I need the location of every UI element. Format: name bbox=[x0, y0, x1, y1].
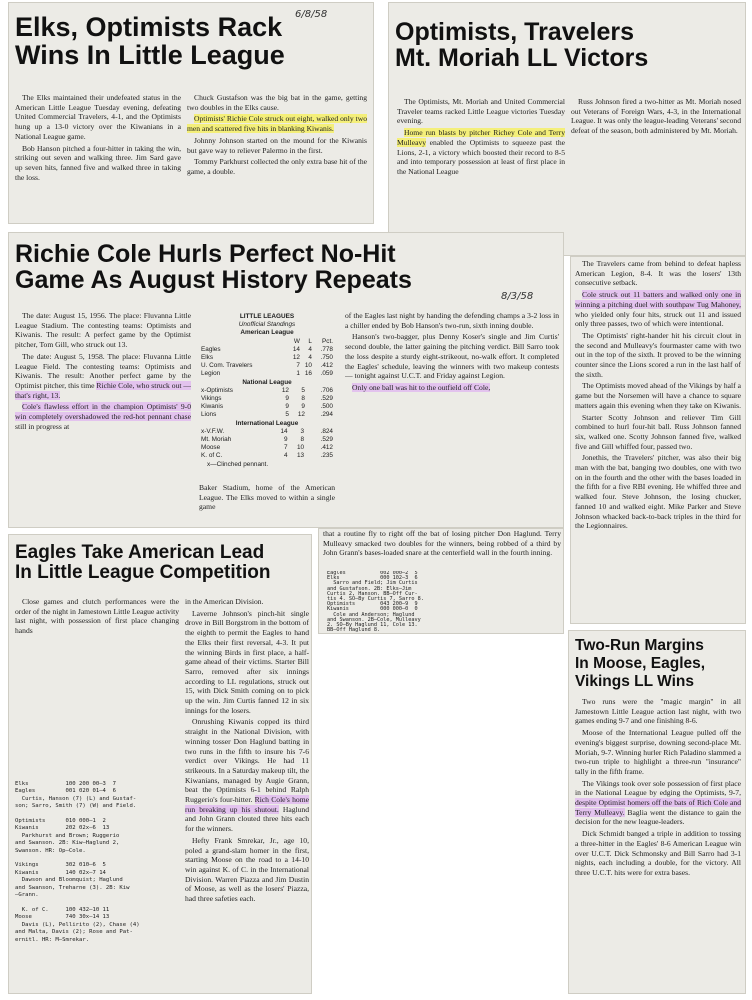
highlighted-text: Rich Cole's home run breaking up his shutout. bbox=[185, 795, 309, 814]
paragraph bbox=[575, 290, 741, 329]
highlighted-text: Home run blasts by pitcher Richey Cole and Terry Mulleavy bbox=[397, 128, 565, 147]
paragraph bbox=[575, 779, 741, 828]
headline-line-2: Game As August History Repeats bbox=[15, 266, 412, 295]
standings-subtitle: Unofficial Standings bbox=[238, 321, 296, 329]
pct: .059 bbox=[320, 370, 333, 378]
column-middle bbox=[199, 483, 335, 523]
highlighted-text: Richie Cole, who struck out — that's right, 13. bbox=[15, 380, 191, 400]
clipping-richie-cole-perfect bbox=[8, 232, 564, 528]
losses: 8 bbox=[300, 436, 305, 444]
column bbox=[575, 697, 741, 991]
clipping-two-run-margins bbox=[568, 630, 746, 994]
wins: 1 bbox=[296, 370, 300, 378]
standings-league-national: National League bbox=[242, 378, 292, 386]
headline-line-2: Mt. Moriah LL Victors bbox=[395, 44, 649, 73]
column-left bbox=[15, 93, 181, 223]
table-row bbox=[201, 411, 333, 419]
paragraph: Bob Hanson pitched a four-hitter in taking the win, striking out seven and walking three. Jim Sard gave up seven hits, fanned five and walked three in taking the loss. bbox=[15, 143, 181, 182]
headline-line-2: In Little League Competition bbox=[15, 561, 271, 583]
losses: 9 bbox=[301, 403, 305, 411]
losses: 13 bbox=[296, 452, 305, 460]
wins: 12 bbox=[292, 354, 300, 362]
team: Eagles bbox=[201, 345, 221, 353]
table-row bbox=[201, 370, 333, 378]
paragraph bbox=[15, 352, 191, 401]
team: Moose bbox=[201, 444, 221, 452]
headline-line-3: Vikings LL Wins bbox=[575, 673, 695, 690]
paragraph-text: enabled the Optimists to squeeze past the Lions, 2-1, a victory which boosted their record to 8-5 and into temporary possession at least of first place in the National League bbox=[397, 137, 565, 176]
headline-line-1: Optimists, Travelers bbox=[395, 18, 635, 46]
headline-line-1: Richie Cole Hurls Perfect No-Hit bbox=[15, 240, 396, 268]
losses: 3 bbox=[300, 427, 305, 435]
paragraph bbox=[185, 717, 309, 833]
losses: 4 bbox=[308, 345, 312, 353]
highlighted-text: Cole struck out 11 batters and walked only one in winning a pitching duel with southpaw Tug Mahoney, bbox=[575, 290, 741, 309]
paragraph: Baker Stadium, home of the American League. The Elks moved to within a single game bbox=[199, 483, 335, 512]
paragraph bbox=[397, 128, 565, 177]
headline bbox=[15, 13, 285, 70]
headline-line-2: Wins In Little League bbox=[15, 40, 285, 71]
column-right bbox=[187, 93, 367, 223]
highlighted-text: Only one ball was hit to the outfield off Cole, bbox=[352, 382, 491, 392]
standings-title: LITTLE LEAGUES bbox=[239, 313, 295, 320]
headline bbox=[15, 543, 270, 583]
losses: 12 bbox=[297, 411, 305, 419]
paragraph: that a routine fly to right off the bat of losing pitcher Don Haglund. Terry Mulleavy smacked two doubles for the winners, being robbed of a third by John Grann's bases-loaded snare at the centerfield wall in the fourth inning. bbox=[323, 529, 561, 558]
standings-table bbox=[201, 313, 333, 469]
losses: 10 bbox=[304, 362, 312, 370]
standings-american bbox=[201, 338, 333, 379]
column-left bbox=[15, 597, 179, 641]
pct: .529 bbox=[320, 395, 333, 403]
paragraph: Hanson's two-bagger, plus Denny Koser's single and Jim Curtis' second double, the latter gaining the pitching verdict. Bill Sarro took the loss despite a sturdy eight-strikeout, no-walk effort. It completed the Eagles' schedule, leaving the winners with two makeup contests — tonight against U.C.T. and Friday against Legion. bbox=[345, 332, 559, 381]
wins: 9 bbox=[284, 436, 288, 444]
pct: .412 bbox=[320, 444, 333, 452]
table-row bbox=[201, 436, 333, 444]
col-header: W bbox=[293, 337, 300, 345]
team: x-V.F.W. bbox=[201, 427, 225, 435]
headline-line-1: Two-Run Margins bbox=[575, 637, 704, 654]
paragraph: Tommy Parkhurst collected the only extra base hit of the game, a double. bbox=[187, 157, 367, 176]
clipping-eagles-american-lead bbox=[8, 534, 312, 994]
losses: 8 bbox=[301, 395, 305, 403]
wins: 14 bbox=[292, 345, 300, 353]
table-row bbox=[201, 403, 333, 411]
column-right bbox=[571, 97, 741, 255]
paragraph-text: The Vikings took over sole possession of first place in the National League by edging the Optimists, 9-7, bbox=[575, 778, 741, 798]
team: Vikings bbox=[201, 395, 222, 403]
paragraph: Jonethis, the Travelers' pitcher, was also their big man with the bat, banging two doubles, one with two on in the fourth and the other with the bases loaded in the fifth for a five RBI evening. He whiffed three and walked four. Steve Johnson, the losing chucker, fanned 10 and walked eight. Mike Parker and Steve Johnson whacked back-to-back triples in the third for the Legionnaires. bbox=[575, 453, 741, 531]
pct: .529 bbox=[320, 436, 333, 444]
highlighted-text: Optimists' Richie Cole struck out eight, walked only two men and scattered five hits in blanking Kiwanis. bbox=[187, 114, 367, 134]
table-row bbox=[201, 395, 333, 403]
clipping-optimists-travelers bbox=[388, 2, 746, 256]
team: Legion bbox=[201, 370, 221, 378]
table-row bbox=[201, 354, 333, 362]
clipping-richie-cole-continued bbox=[318, 528, 564, 634]
standings-league-american: American League bbox=[240, 329, 294, 337]
team: x-Optimists bbox=[201, 386, 233, 394]
paragraph: Two runs were the "magic margin" in all Jamestown Little League action last night, with two games ending 9-7 and one finishing 8-6. bbox=[575, 697, 741, 726]
column-right bbox=[185, 597, 309, 991]
column-left bbox=[15, 311, 191, 523]
column-continued bbox=[323, 529, 561, 571]
paragraph-text: still in progress at bbox=[15, 421, 70, 431]
paragraph: The Elks maintained their undefeated status in the American Little League Tuesday evening, defeating United Commercial Travelers, 4-1, and the Optimists hung up a 13-0 victory over the Kiwanians in a National League game. bbox=[15, 93, 181, 141]
team: Kiwanis bbox=[201, 403, 224, 411]
pct: .778 bbox=[320, 345, 333, 353]
table-row bbox=[201, 346, 333, 354]
highlighted-text: Cole's flawless effort in the champion Optimists' 9-0 win completely overshadowed the red-hot pennant chase bbox=[15, 402, 191, 422]
paragraph: The date: August 15, 1956. The place: Fluvanna Little League Stadium. The contesting teams: Optimists and Kiwanis. The result: A perfect game by the Optimist pitcher, Tom Gill, who struck out 13. bbox=[15, 311, 191, 350]
table-row bbox=[201, 362, 333, 370]
paragraph-text: who yielded only four hits, struck out 11 and issued only three passes, two of which were intentional. bbox=[575, 309, 741, 329]
box-score: Elks 100 200 00—3 7 Eagles 001 020 01—4 6 Curtis, Hanson (7) (L) and Gustaf- son; Sarro, Smith (7) (W) and Field. Optimists 010 000—1 2 Kiwanis 202 02x—6 13 Parkhurst and Brown; Ruggerio and Swanson. 2B: Kiw—Haglund 2, Swanson. HR: Op—Cole. Vikings 302 010—6 5 Kiwanis 140 02x—7 14 Dawson and Bloomquist; Haglund and Swanson, Treharne (3). 2B: Kiw —Grann. K. of C. 100 432—10 11 Moose 740 30x—14 13 Davis (L), Pellirito (2), Chase (4) and Malta, Davis (2); Rose and Pat- ernitl. HR: M—Smrekar. bbox=[15, 781, 140, 943]
wins: 7 bbox=[296, 362, 300, 370]
paragraph: The Travelers came from behind to defeat hapless American Legion, 8-4. It was the losers' 13th consecutive setback. bbox=[575, 259, 741, 288]
clipping-elks-optimists bbox=[8, 2, 374, 224]
paragraph bbox=[345, 383, 559, 393]
highlighted-text: despite Optimist homers off the bats of Rich Cole and Terry Mulleavy. bbox=[575, 798, 741, 817]
clipping-date: 8/3/58 bbox=[501, 291, 534, 302]
clipping-date: 6/8/58 bbox=[295, 9, 328, 20]
team: Lions bbox=[201, 411, 217, 419]
standings-national bbox=[201, 387, 333, 420]
wins: 9 bbox=[285, 403, 289, 411]
paragraph bbox=[187, 114, 367, 133]
standings-international bbox=[201, 428, 333, 461]
standings-league-international: International League bbox=[235, 419, 299, 427]
pct: .706 bbox=[320, 386, 333, 394]
wins: 12 bbox=[281, 386, 289, 394]
paragraph: Starter Scotty Johnson and reliever Tim Gill combined to hurl four-hit ball. Russ Johnson fanned six, walked one. Scotty Johnson fanned five, walked five and Gill whiffed four, passed two. bbox=[575, 412, 741, 451]
paragraph: Johnny Johnson started on the mound for the Kiwanis but gave way to reliever Palermo in the first. bbox=[187, 135, 367, 155]
standings-note: x—Clinched pennant. bbox=[207, 460, 269, 468]
losses: 5 bbox=[301, 386, 305, 394]
team: U. Com. Travelers bbox=[201, 362, 253, 370]
wins: 14 bbox=[280, 427, 288, 435]
table-row bbox=[201, 387, 333, 395]
paragraph: Moose of the International League pulled off the evening's biggest surprise, downing second-place Mt. Moriah, 9-7. Winning hurler Rich Paladino slammed a two-run triple to highlight a three-run "insurance" tally in the fifth frame. bbox=[575, 728, 741, 776]
headline-line-2: In Moose, Eagles, bbox=[575, 655, 706, 672]
paragraph: Russ Johnson fired a two-hitter as Mt. Moriah nosed out Veterans of Foreign Wars, 4-3, in the International League. It was only the league-leading Veterans' second defeat of the season, both administered by Mt. Moriah. bbox=[571, 97, 741, 136]
column-right bbox=[345, 311, 559, 431]
paragraph-text: The date: August 5, 1958. The place: Fluvanna Little League Field. The contesting teams: Optimists and Kiwanis. The result: Another perfect game by the Optimist pitcher, this time bbox=[15, 351, 191, 390]
losses: 10 bbox=[296, 444, 305, 452]
pct: .824 bbox=[320, 427, 333, 435]
paragraph: in the American Division. bbox=[185, 597, 264, 606]
box-score: Eagles 002 000—2 5 Elks 000 102—3 6 Sarro and Field; Jim Curtis and Gustafson. 2B: Elks—Jim Curtis 2, Hanson. BB—Off Cur- tis 4. SO—By Curtis 7, Sarro 8. Optimists 043 200—9 9 Kiwanis 000 000—0 0 Cole and Anderson; Haglund and Swanson. 2B—Cole, Mulleavy 2. SO—By Haglund 11, Cole 13. BB—Off Haglund 8. bbox=[327, 571, 424, 633]
paragraph: The Optimists' right-hander hit his circuit clout in the second and Mulleavy's fourmaster came with two out in the top of the sixth. It proved to be the winning counter since the Lions scored a run in the last half of the sixth. bbox=[575, 330, 741, 379]
paragraph: of the Eagles last night by handing the defending champs a 3-2 loss in a chiller ended by Bob Hanson's two-run, sixth inning double. bbox=[345, 311, 559, 330]
wins: 9 bbox=[285, 395, 289, 403]
paragraph: Chuck Gustafson was the big bat in the game, getting two doubles in the Elks cause. bbox=[187, 93, 367, 112]
wins: 4 bbox=[284, 452, 288, 460]
paragraph: Dick Schmidt banged a triple in addition to tossing a three-hitter in the Eagles' 8-6 American League win over U.C.T. Dick Schmonsky and Bill Sarro had 3-1 nights, each including a double, for the victory. All three U.C.T. hits were for extra bases. bbox=[575, 829, 741, 877]
paragraph-text: Onrushing Kiwanis copped its third straight in the National Division, with winning tosser Don Haglund batting in two runs in the fifth to insure his 7-6 verdict over Vikings. He had 11 strikeouts. In a Saturday makeup tilt, the Kiwanians, managed by Augie Grann, beat the Optimists 6-1 behind Ralph Ruggerio's four-hitter. bbox=[185, 717, 309, 805]
paragraph-text: Haglund and John Grann clouted three hits each for the winners. bbox=[185, 804, 309, 834]
paragraph: The Optimists, Mt. Moriah and United Commercial Traveler teams racked Little League victories Tuesday evening. bbox=[397, 97, 565, 126]
headline-line-1: Elks, Optimists Rack bbox=[15, 12, 283, 42]
table-row bbox=[201, 444, 333, 452]
team: K. of C. bbox=[201, 452, 223, 460]
paragraph bbox=[15, 402, 191, 431]
col-header: L bbox=[308, 337, 312, 345]
column-left bbox=[397, 97, 565, 253]
pct: .235 bbox=[320, 452, 333, 460]
team: Elks bbox=[201, 354, 214, 362]
table-row bbox=[201, 428, 333, 436]
headline bbox=[575, 637, 705, 691]
headline bbox=[15, 241, 412, 294]
column-continued bbox=[575, 259, 741, 621]
losses: 4 bbox=[308, 354, 312, 362]
paragraph-text: Baglia went the distance to gain the decision for the new league-leaders. bbox=[575, 807, 741, 827]
wins: 5 bbox=[285, 411, 289, 419]
pct: .412 bbox=[320, 362, 333, 370]
team: Mt. Moriah bbox=[201, 436, 232, 444]
table-row bbox=[201, 452, 333, 460]
pct: .750 bbox=[320, 354, 333, 362]
headline bbox=[395, 19, 648, 72]
table-header bbox=[201, 338, 333, 346]
wins: 7 bbox=[284, 444, 288, 452]
paragraph: Hefty Frank Smrekar, Jr., age 10, poled a grand-slam homer in the first, starting Moose on the road to a 14-10 win against K. of C. in the International Division. Warren Piazza and Jim Dustin of Moose, as well as the losers' Piazza, had three safeties each. bbox=[185, 835, 309, 904]
pct: .294 bbox=[320, 411, 333, 419]
paragraph: Close games and clutch performances were the order of the night in Jamestown Little League activity last night, with possession of first place changing hands bbox=[15, 597, 179, 636]
paragraph: Laverne Johnson's pinch-hit single drove in Bill Borgstrom in the bottom of the eighth to permit the Eagles to hand the Elks their first reversal, 4-3. It put the winning Birds in first place, a half-game ahead of their victims. Starter Bill Sarro, removed after six innings according to LL regulations, struck out 15, with Dick Smith coming on to pick up the win. Jim Curtis fanned 12 in six innings for the losers. bbox=[185, 608, 309, 715]
clipping-optimists-continued bbox=[570, 256, 746, 624]
losses: 16 bbox=[304, 370, 312, 378]
headline-line-1: Eagles Take American Lead bbox=[15, 542, 265, 563]
paragraph: The Optimists moved ahead of the Vikings by half a game but the Norsemen will have a chance to square matters again this evening when they take on Kiwanis. bbox=[575, 381, 741, 410]
pct: .500 bbox=[320, 403, 333, 411]
col-header: Pct. bbox=[321, 337, 333, 345]
